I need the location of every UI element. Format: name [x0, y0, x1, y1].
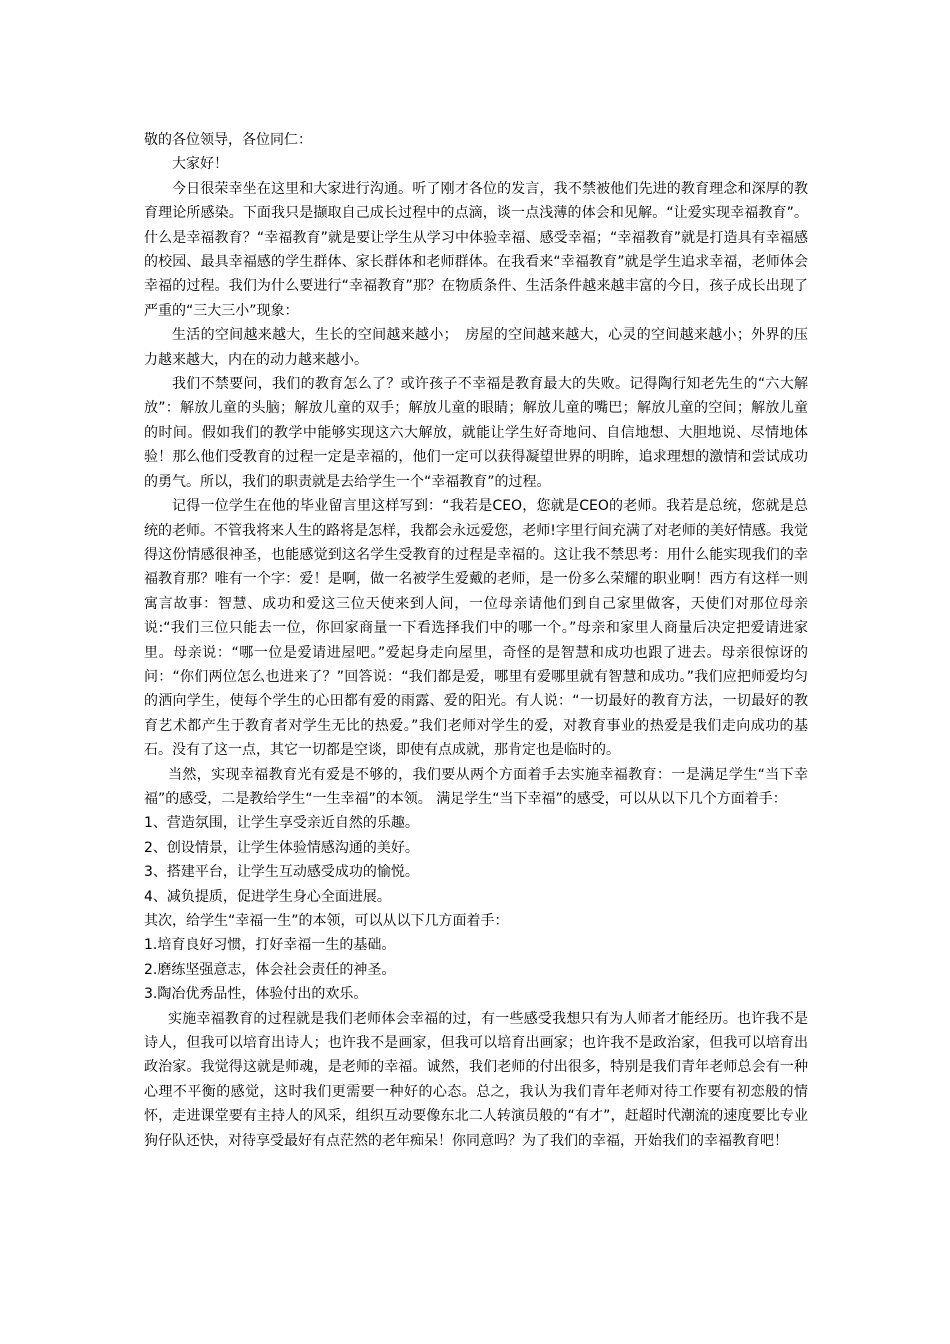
paragraph-intro: 今日很荣幸坐在这里和大家进行沟通。听了刚才各位的发言，我不禁被他们先进的教育理念和深厚的教育理论所感染。下面我只是撷取自己成长过程中的点滴，谈一点浅薄的体会和见解。“让爱实现幸福教育”。什么是幸福教育？“幸福教育”就是要让学生从学习中体验幸福、感受幸福；“幸福教育”就是打造具有幸福感的校园、最具幸福感的学生群体、家长群体和老师群体。在我看来“幸福教育”就是学生追求幸福，老师体会幸福的过程。我们为什么要进行“幸福教育”那？在物质条件、生活条件越来越丰富的今日，孩子成长出现了严重的“三大三小”现象： [144, 180, 808, 319]
paragraph-two-aspects: 当然，实现幸福教育光有爱是不够的，我们要从两个方面着手去实施幸福教育：一是满足学生“当下幸福”的感受，二是教给学生“一生幸福”的本领。 满足学生“当下幸福”的感受，可以从以下几个方面着手： [144, 766, 808, 807]
list-item: 3.陶冶优秀品性，体验付出的欢乐。 [144, 986, 368, 1003]
second-intro: 其次，给学生“幸福一生”的本领，可以从以下几方面着手： [144, 913, 509, 929]
paragraph-three-big-three-small: 生活的空间越来越大，生长的空间越来越小； 房屋的空间越来越大，心灵的空间越来越小；外界的压力越来越大，内在的动力越来越小。 [144, 327, 808, 368]
paragraph-six-liberations: 我们不禁要问，我们的教育怎么了？或许孩子不幸福是教育最大的失败。记得陶行知老先生的“六大解放”：解放儿童的头脑；解放儿童的双手；解放儿童的眼睛；解放儿童的嘴巴；解放儿童的空间；解放儿童的时间。假如我们的教学中能够实现这六大解放，就能让学生好奇地问、自信地想、大胆地说、尽情地体验！那么他们受教育的过程一定是幸福的，他们一定可以获得凝望世界的明眸，追求理想的激情和尝试成功的勇气。所以，我们的职责就是去给学生一个“幸福教育”的过程。 [144, 376, 808, 490]
list-item: 1.培育良好习惯，打好幸福一生的基础。 [144, 937, 396, 954]
salutation: 敬的各位领导，各位同仁： [144, 132, 312, 148]
greeting: 大家好！ [172, 156, 228, 173]
list-item: 1、营造氛围，让学生享受亲近自然的乐趣。 [144, 815, 419, 832]
document-page [144, 128, 808, 1153]
list-item: 3、搭建平台，让学生互动感受成功的愉悦。 [144, 864, 419, 881]
list-item: 4、减负提质，促进学生身心全面进展。 [144, 888, 391, 905]
list-item: 2、创设情景，让学生体验情感沟通的美好。 [144, 839, 419, 856]
paragraph-love: 记得一位学生在他的毕业留言里这样写到：“我若是CEO，您就是CEO的老师。我若是总统，您就是总统的老师。不管我将来人生的路将是怎样，我都会永远爱您，老师!字里行间充满了对老师的美好情感。我觉得这份情感很神圣，也能感觉到这名学生受教育的过程是幸福的。这让我不禁思考：用什么能实现我们的幸福教育那？唯有一个字：爱！是啊，做一名被学生爱戴的老师，是一份多么荣耀的职业啊！西方有这样一则寓言故事：智慧、成功和爱这三位天使来到人间，一位母亲请他们到自己家里做客，天使们对那位母亲说:“我们三位只能去一位，你回家商量一下看选择我们中的哪一个。”母亲和家里人商量后决定把爱请进家里。母亲说：“哪一位是爱请进屋吧。”爱起身走向屋里，奇怪的是智慧和成功也跟了进去。母亲很惊讶的问：“你们两位怎么也进来了？”回答说：“我们都是爱，哪里有爱哪里就有智慧和成功。”我们应把师爱均匀的洒向学生，使每个学生的心田都有爱的雨露、爱的阳光。有人说：“一切最好的教育方法，一切最好的教育艺术都产生于教育者对学生无比的热爱。”我们老师对学生的爱，对教育事业的热爱是我们走向成功的基石。没有了这一点，其它一切都是空谈，即使有点成就，那肯定也是临时的。 [144, 498, 808, 759]
paragraph-closing: 实施幸福教育的过程就是我们老师体会幸福的过，有一些感受我想只有为人师者才能经历。也许我不是诗人，但我可以培育出诗人；也许我不是画家，但我可以培育出画家；也许我不是政治家，但我可以培育出政治家。我觉得这就是师魂，是老师的幸福。诚然，我们老师的付出很多，特别是我们青年老师总会有一种心理不平衡的感觉，这时我们更需要一种好的心态。总之，我认为我们青年老师对待工作要有初恋般的情怀，走进课堂要有主持人的风采，组织互动要像东北二人转演员般的“有才”，赶超时代潮流的速度要比专业狗仔队还快，对待享受最好有点茫然的老年痴呆！你同意吗？为了我们的幸福，开始我们的幸福教育吧！ [144, 1010, 808, 1149]
list-item: 2.磨练坚强意志，体会社会责任的神圣。 [144, 961, 396, 978]
